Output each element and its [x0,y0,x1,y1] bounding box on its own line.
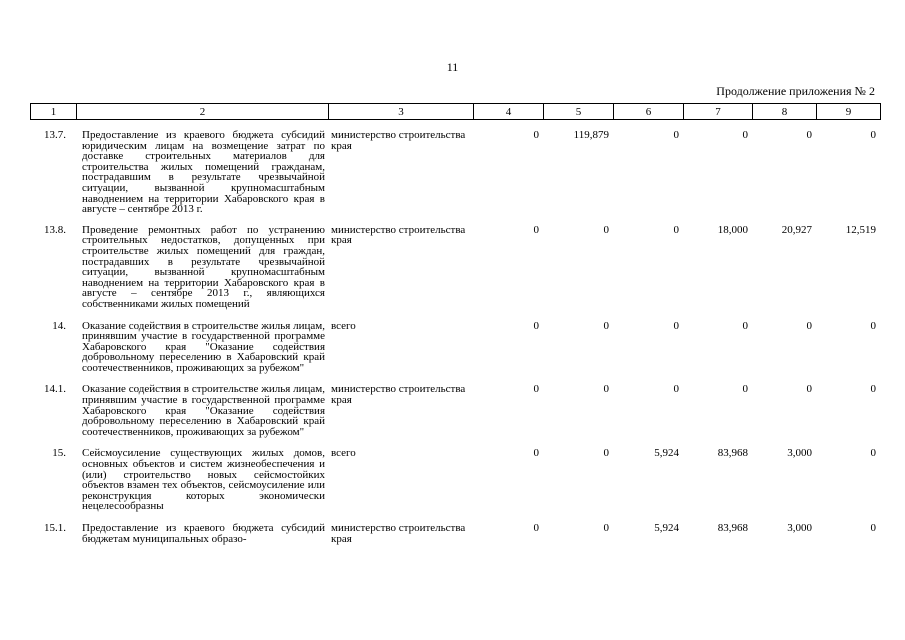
row-name: Проведение ремонтных работ по устранению строительных недостатков, допущенных при строительстве жилых помещений для граждан, пострадавших в результате чрезвычайной ситуации, вызванной крупномасштабным наводнением на территории Хабаровского края в августе – сентябре 2013 г., являющихся собственниками жилых помещений [82,223,325,310]
header-col-8: 8 [753,104,817,120]
row-value: 0 [673,319,679,332]
row-value: 3,000 [787,522,812,534]
row-value: 20,927 [781,223,812,236]
row-value: 0 [533,522,539,534]
row-name: Предоставление из краевого бюджета субсидий юридическим лицам на возмещение затрат по доставке строительных материалов для строительства жилых помещений гражданам, пострадавшим в результате чрезвычайной ситуации, вызванной крупномасштабным наводнением на территории Хабаровского края в августе – сентябре 2013 г. [82,129,325,216]
page-number: 11 [446,60,459,74]
table-row [30,373,880,437]
header-col-5: 5 [544,104,614,120]
row-code: 15.1. [44,522,66,534]
row-value: 0 [603,383,609,396]
row-value: 0 [533,319,539,332]
row-executor: министерство строительства края [331,383,466,407]
row-value: 0 [673,129,679,141]
table-row [30,310,880,374]
header-col-6: 6 [614,104,684,120]
row-value: 119,879 [573,129,609,141]
row-value: 0 [603,447,609,460]
program-activities-table [30,122,880,544]
row-value: 0 [533,383,539,396]
row-value: 0 [870,447,876,460]
row-name: Оказание содействия в строительстве жилья лицам, принявшим участие в государственной программе Хабаровского края "Оказание содействия добровольному переселению в Хабаровский край соотечественников, проживающих за рубежом" [82,319,325,374]
row-value: 18,000 [717,223,748,236]
row-value: 0 [603,522,609,534]
row-value: 0 [806,129,812,141]
header-col-2: 2 [77,104,329,120]
row-value: 0 [742,129,748,141]
column-number-header [30,103,881,120]
row-value: 0 [533,223,539,236]
table-row [30,215,880,310]
row-executor: всего [331,319,356,332]
row-code: 13.7. [44,129,66,141]
row-code: 13.8. [44,223,66,236]
row-value: 0 [603,223,609,236]
row-value: 0 [673,383,679,396]
row-executor: министерство строительства края [331,223,466,247]
row-code: 14.1. [44,383,66,396]
header-col-4: 4 [474,104,544,120]
row-executor: всего [331,447,356,460]
row-value: 5,924 [654,447,679,460]
row-value: 83,968 [717,522,748,534]
header-col-7: 7 [684,104,753,120]
row-name: Оказание содействия в строительстве жилья лицам, принявшим участие в государственной программе Хабаровского края "Оказание содействия добровольному переселению в Хабаровский край соотечественников, проживающих за рубежом" [82,383,325,438]
row-value: 0 [806,383,812,396]
row-value: 12,519 [845,223,876,236]
row-code: 14. [52,319,66,332]
table-row [30,512,880,544]
row-value: 0 [870,129,876,141]
row-value: 0 [673,223,679,236]
row-code: 15. [52,447,66,460]
row-executor: министерство строительства края [331,522,466,545]
row-name: Предоставление из краевого бюджета субсидий бюджетам муниципальных образо- [82,522,325,545]
row-value: 0 [533,129,539,141]
row-value: 0 [870,319,876,332]
row-value: 0 [742,319,748,332]
header-col-9: 9 [817,104,881,120]
row-value: 0 [603,319,609,332]
row-value: 0 [870,522,876,534]
header-col-3: 3 [329,104,474,120]
row-value: 5,924 [654,522,679,534]
row-value: 0 [533,447,539,460]
row-executor: министерство строительства края [331,129,466,152]
row-value: 3,000 [787,447,812,460]
table-row [30,437,880,512]
continuation-label: Продолжение приложения № 2 [716,84,875,98]
row-name: Сейсмоусиление существующих жилых домов, основных объектов и систем жизнеобеспечения и (или) строительство новых сейсмостойких объектов взамен тех объектов, сейсмоусиление или реконструкция которых экономически нецелесообразны [82,447,325,513]
row-value: 0 [742,383,748,396]
row-value: 0 [806,319,812,332]
row-value: 83,968 [717,447,748,460]
header-col-1: 1 [31,104,77,120]
row-value: 0 [870,383,876,396]
table-row [30,122,880,215]
